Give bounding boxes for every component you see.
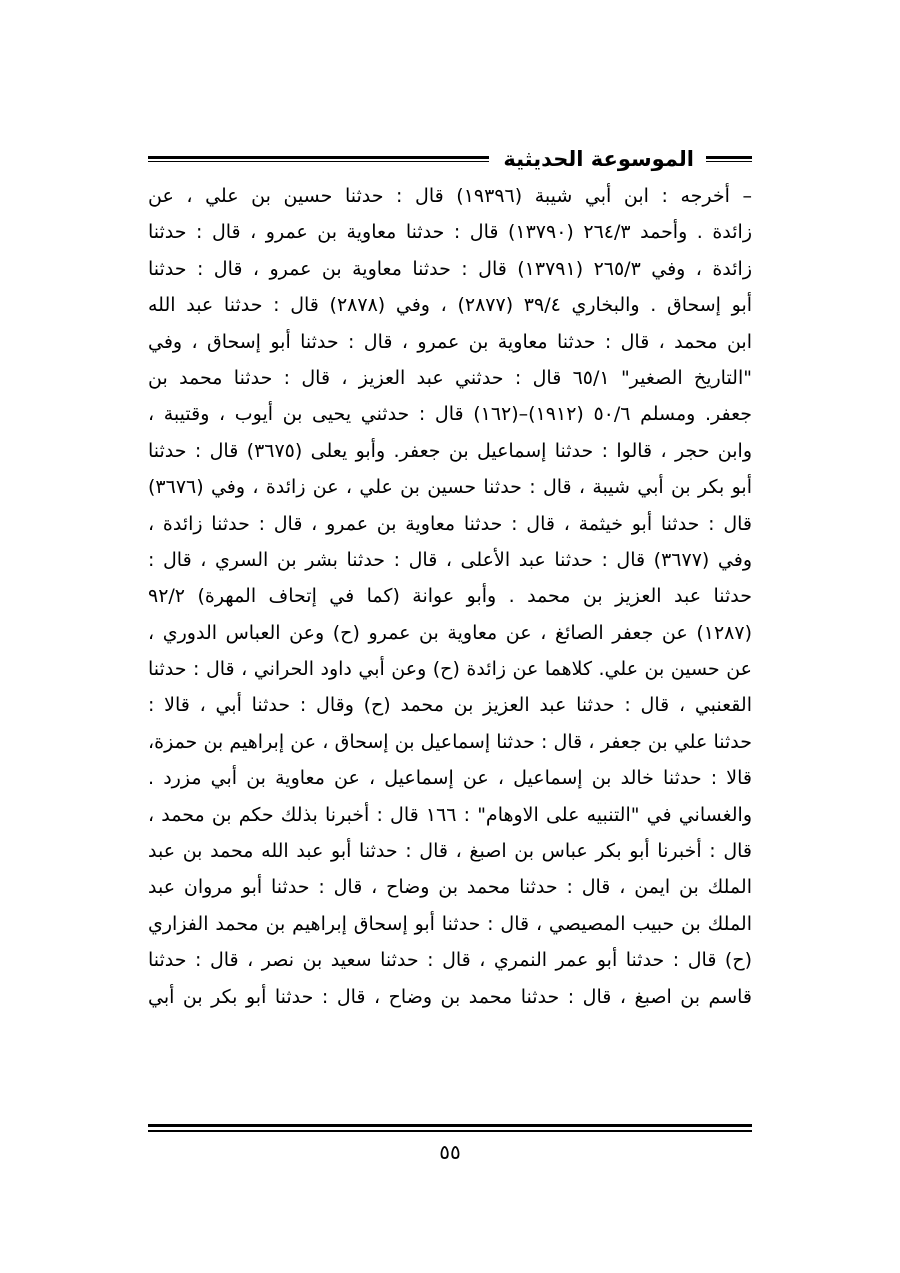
text-line: والغساني في "التنبيه على الاوهام" : ١٦٦ قال : أخبرنا بذلك حكم بن محمد ، <box>148 803 752 826</box>
page-body <box>148 178 752 1015</box>
text-line: الملك بن ايمن ، قال : حدثنا محمد بن وضاح ، قال : حدثنا أبو مروان عبد <box>148 876 752 899</box>
text-line: – أخرجه : ابن أبي شيبة (١٩٣٩٦) قال : حدثنا حسين بن علي ، عن <box>148 185 752 207</box>
text-line: قاسم بن اصبغ ، قال : حدثنا محمد بن وضاح ، قال : حدثنا أبو بكر بن أبي <box>148 985 752 1008</box>
text-line: عن حسين بن علي. كلاهما عن زائدة (ح) وعن أبي داود الحراني ، قال : حدثنا <box>148 658 752 681</box>
text-line: وفي (٣٦٧٧) قال : حدثنا عبد الأعلى ، قال : حدثنا بشر بن السري ، قال : <box>148 548 752 571</box>
header-rule-left <box>148 156 489 162</box>
text-line: (١٢٨٧) عن جعفر الصائغ ، عن معاوية بن عمرو (ح) وعن العباس الدوري ، <box>148 621 752 644</box>
text-line: حدثنا علي بن جعفر ، قال : حدثنا إسماعيل بن إسحاق ، عن إبراهيم بن حمزة، <box>148 730 752 753</box>
text-line: قالا : حدثنا خالد بن إسماعيل ، عن إسماعيل ، عن معاوية بن أبي مزرد . <box>148 767 752 790</box>
text-line: جعفر. ومسلم ٥٠/٦ (١٩١٢)–(١٦٢) قال : حدثني يحيى بن أيوب ، وقتيبة ، <box>148 403 752 426</box>
header-rule-right <box>706 156 752 162</box>
text-line: زائدة ، وفي ٢٦٥/٣ (١٣٧٩١) قال : حدثنا معاوية بن عمرو ، قال : حدثنا <box>148 257 752 280</box>
footer-rule <box>148 1124 752 1132</box>
text-line: "التاريخ الصغير" ٦٥/١ قال : حدثني عبد العزيز ، قال : حدثنا محمد بن <box>148 366 752 389</box>
text-line: وابن حجر ، قالوا : حدثنا إسماعيل بن جعفر. وأبو يعلى (٣٦٧٥) قال : حدثنا <box>148 439 752 462</box>
text-line: القعنبي ، قال : حدثنا عبد العزيز بن محمد (ح) وقال : حدثنا أبي ، قالا : <box>148 694 752 717</box>
page-number: ٥٥ <box>439 1140 461 1164</box>
text-line: قال : أخبرنا أبو بكر عباس بن اصبغ ، قال : حدثنا أبو عبد الله محمد بن عبد <box>148 840 752 863</box>
text-line: ابن محمد ، قال : حدثنا معاوية بن عمرو ، قال : حدثنا أبو إسحاق ، وفي <box>148 330 752 353</box>
text-line: زائدة . وأحمد ٢٦٤/٣ (١٣٧٩٠) قال : حدثنا معاوية بن عمرو ، قال : حدثنا <box>148 221 752 244</box>
text-line: قال : حدثنا أبو خيثمة ، قال : حدثنا معاوية بن عمرو ، قال : حدثنا زائدة ، <box>148 512 752 535</box>
page-title: الموسوعة الحديثية <box>503 146 694 171</box>
text-line: حدثنا عبد العزيز بن محمد . وأبو عوانة (كما في إتحاف المهرة) ٩٢/٢ <box>148 585 752 608</box>
text-line: أبو بكر بن أبي شيبة ، قال : حدثنا حسين بن علي ، عن زائدة ، وفي (٣٦٧٦) <box>148 476 752 499</box>
text-line: أبو إسحاق . والبخاري ٣٩/٤ (٢٨٧٧) ، وفي (٢٨٧٨) قال : حدثنا عبد الله <box>148 294 752 317</box>
page-header <box>148 142 752 176</box>
text-line: (ح) قال : حدثنا أبو عمر النمري ، قال : حدثنا سعيد بن نصر ، قال : حدثنا <box>148 949 752 972</box>
text-line: الملك بن حبيب المصيصي ، قال : حدثنا أبو إسحاق إبراهيم بن محمد الفزاري <box>148 912 752 935</box>
